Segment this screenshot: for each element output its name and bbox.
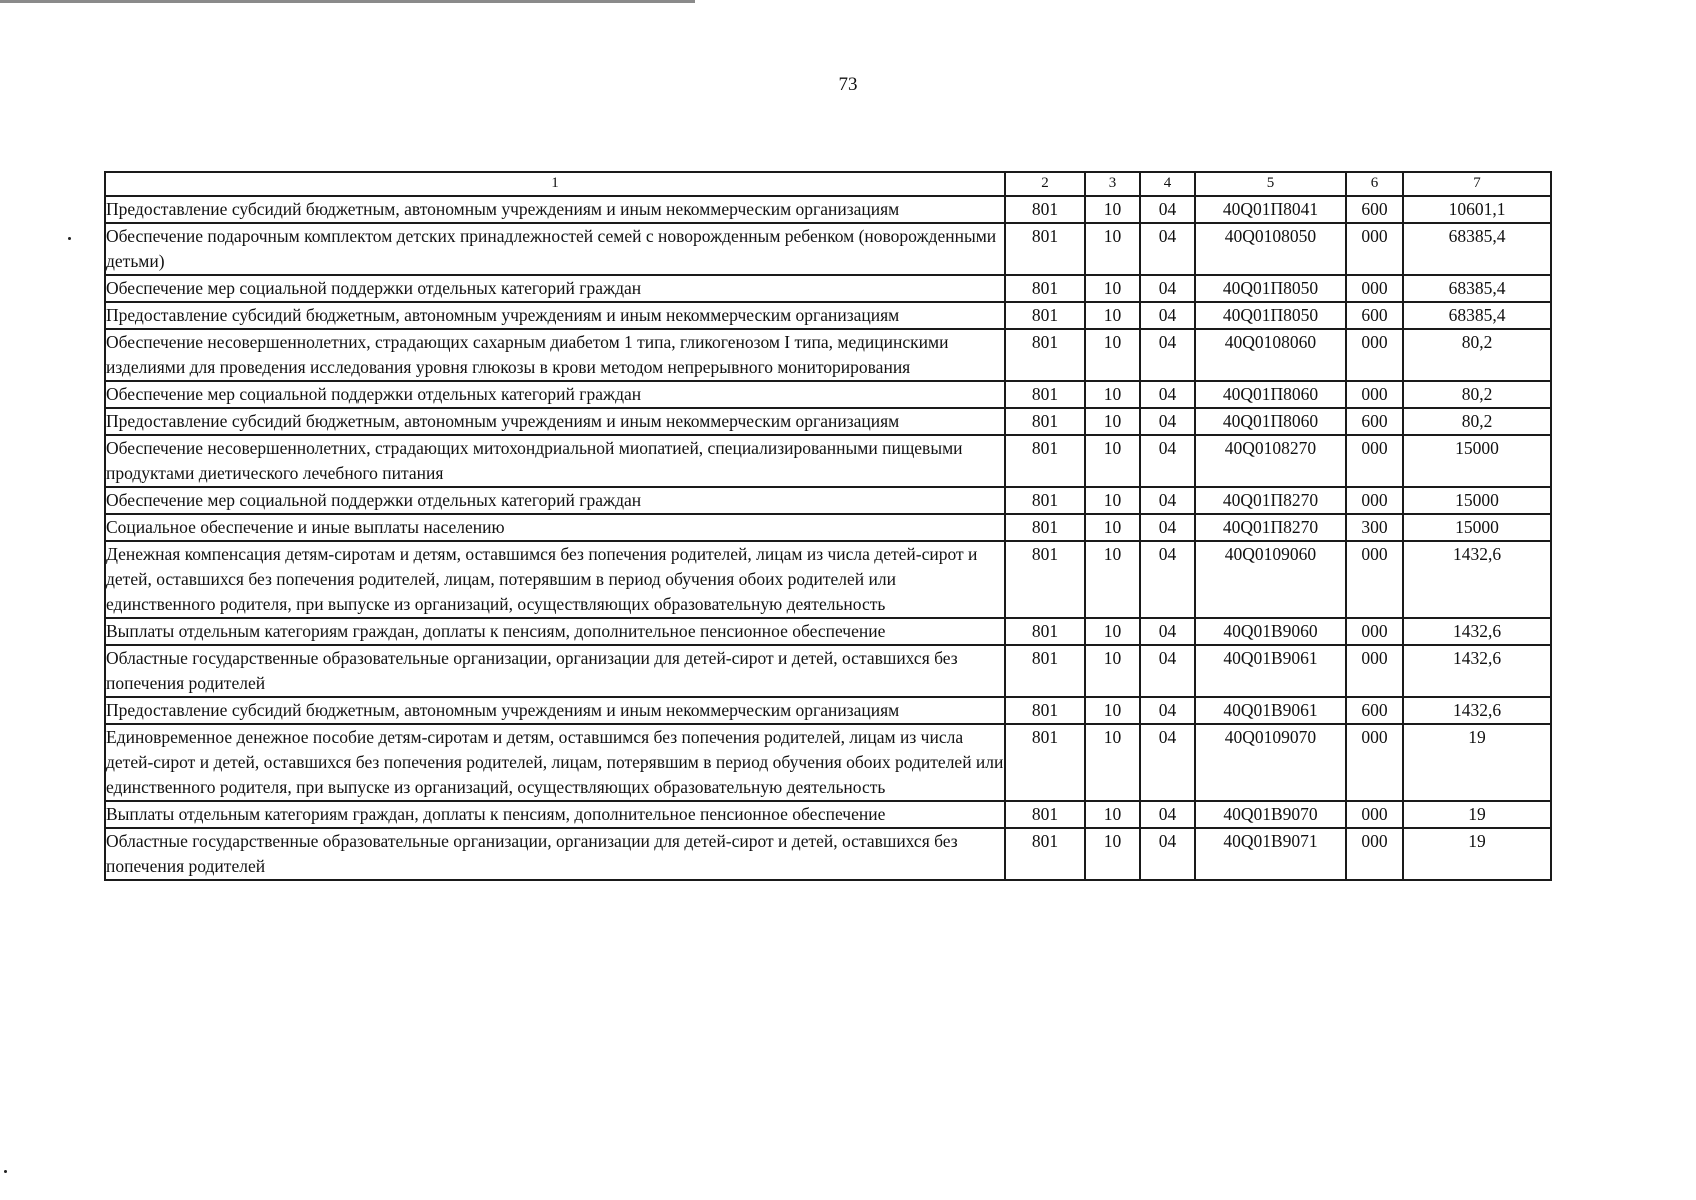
row-name-cell: Предоставление субсидий бюджетным, автономным учреждениям и иным некоммерческим организациям (105, 408, 1005, 435)
row-name-cell: Выплаты отдельным категориям граждан, доплаты к пенсиям, дополнительное пенсионное обеспечение (105, 618, 1005, 645)
row-name-cell: Областные государственные образовательные организации, организации для детей-сирот и детей, оставшихся без попечения родителей (105, 645, 1005, 697)
section-code-cell: 10 (1085, 302, 1140, 329)
subsection-code-cell: 04 (1140, 329, 1195, 381)
subsection-code-cell: 04 (1140, 223, 1195, 275)
subsection-code-cell: 04 (1140, 828, 1195, 880)
expense-type-cell: 000 (1346, 801, 1403, 828)
scan-top-rule (0, 0, 695, 3)
target-article-cell: 40Q01B9071 (1195, 828, 1346, 880)
amount-cell: 68385,4 (1403, 223, 1551, 275)
target-article-cell: 40Q0108270 (1195, 435, 1346, 487)
table-row (105, 801, 1551, 828)
expense-type-cell: 600 (1346, 302, 1403, 329)
subsection-code-cell: 04 (1140, 645, 1195, 697)
table-row (105, 223, 1551, 275)
grbs-code-cell: 801 (1005, 645, 1085, 697)
grbs-code-cell: 801 (1005, 697, 1085, 724)
subsection-code-cell: 04 (1140, 801, 1195, 828)
subsection-code-cell: 04 (1140, 724, 1195, 801)
target-article-cell: 40Q01П8041 (1195, 196, 1346, 223)
target-article-cell: 40Q01B9070 (1195, 801, 1346, 828)
target-article-cell: 40Q0108060 (1195, 329, 1346, 381)
grbs-code-cell: 801 (1005, 302, 1085, 329)
target-article-cell: 40Q01П8060 (1195, 381, 1346, 408)
grbs-code-cell: 801 (1005, 514, 1085, 541)
grbs-code-cell: 801 (1005, 828, 1085, 880)
section-code-cell: 10 (1085, 828, 1140, 880)
subsection-code-cell: 04 (1140, 408, 1195, 435)
expense-type-cell: 000 (1346, 541, 1403, 618)
grbs-code-cell: 801 (1005, 275, 1085, 302)
amount-cell: 1432,6 (1403, 697, 1551, 724)
table-row (105, 514, 1551, 541)
expense-type-cell: 000 (1346, 381, 1403, 408)
section-code-cell: 10 (1085, 541, 1140, 618)
section-code-cell: 10 (1085, 487, 1140, 514)
subsection-code-cell: 04 (1140, 302, 1195, 329)
amount-cell: 15000 (1403, 487, 1551, 514)
grbs-code-cell: 801 (1005, 329, 1085, 381)
table-row (105, 828, 1551, 880)
expense-type-cell: 000 (1346, 724, 1403, 801)
expense-type-cell: 000 (1346, 618, 1403, 645)
row-name-cell: Выплаты отдельным категориям граждан, доплаты к пенсиям, дополнительное пенсионное обеспечение (105, 801, 1005, 828)
table-row (105, 275, 1551, 302)
expense-type-cell: 000 (1346, 223, 1403, 275)
column-number-2: 2 (1005, 172, 1085, 196)
row-name-cell: Обеспечение мер социальной поддержки отдельных категорий граждан (105, 381, 1005, 408)
amount-cell: 68385,4 (1403, 302, 1551, 329)
expense-type-cell: 000 (1346, 329, 1403, 381)
subsection-code-cell: 04 (1140, 381, 1195, 408)
subsection-code-cell: 04 (1140, 697, 1195, 724)
target-article-cell: 40Q01B9060 (1195, 618, 1346, 645)
page-number: 73 (838, 74, 858, 95)
target-article-cell: 40Q0108050 (1195, 223, 1346, 275)
section-code-cell: 10 (1085, 196, 1140, 223)
row-name-cell: Обеспечение мер социальной поддержки отдельных категорий граждан (105, 487, 1005, 514)
table-row (105, 487, 1551, 514)
grbs-code-cell: 801 (1005, 381, 1085, 408)
amount-cell: 19 (1403, 801, 1551, 828)
section-code-cell: 10 (1085, 408, 1140, 435)
section-code-cell: 10 (1085, 275, 1140, 302)
row-name-cell: Предоставление субсидий бюджетным, автономным учреждениям и иным некоммерческим организациям (105, 196, 1005, 223)
subsection-code-cell: 04 (1140, 514, 1195, 541)
section-code-cell: 10 (1085, 514, 1140, 541)
section-code-cell: 10 (1085, 645, 1140, 697)
table-row (105, 381, 1551, 408)
table-row (105, 302, 1551, 329)
section-code-cell: 10 (1085, 329, 1140, 381)
expense-type-cell: 000 (1346, 645, 1403, 697)
amount-cell: 1432,6 (1403, 541, 1551, 618)
expense-type-cell: 600 (1346, 196, 1403, 223)
table-row (105, 435, 1551, 487)
target-article-cell: 40Q01П8060 (1195, 408, 1346, 435)
subsection-code-cell: 04 (1140, 487, 1195, 514)
target-article-cell: 40Q01П8050 (1195, 275, 1346, 302)
table-row (105, 329, 1551, 381)
amount-cell: 10601,1 (1403, 196, 1551, 223)
expense-type-cell: 000 (1346, 275, 1403, 302)
table-row (105, 724, 1551, 801)
row-name-cell: Обеспечение мер социальной поддержки отдельных категорий граждан (105, 275, 1005, 302)
section-code-cell: 10 (1085, 697, 1140, 724)
amount-cell: 80,2 (1403, 408, 1551, 435)
amount-cell: 1432,6 (1403, 618, 1551, 645)
target-article-cell: 40Q01B9061 (1195, 645, 1346, 697)
table-row (105, 697, 1551, 724)
column-number-1: 1 (105, 172, 1005, 196)
grbs-code-cell: 801 (1005, 408, 1085, 435)
grbs-code-cell: 801 (1005, 618, 1085, 645)
target-article-cell: 40Q01П8270 (1195, 487, 1346, 514)
target-article-cell: 40Q0109060 (1195, 541, 1346, 618)
subsection-code-cell: 04 (1140, 196, 1195, 223)
section-code-cell: 10 (1085, 223, 1140, 275)
row-name-cell: Обеспечение подарочным комплектом детских принадлежностей семей с новорожденным ребенком (новорожденными детьми) (105, 223, 1005, 275)
row-name-cell: Единовременное денежное пособие детям-сиротам и детям, оставшимся без попечения родителей, лицам из числа детей-сирот и детей, оставшихся без попечения родителей, лицам, потерявшим в период обучения обоих родителей или единственного родителя, при выпуске из организаций, осуществляющих образовательную деятельность (105, 724, 1005, 801)
subsection-code-cell: 04 (1140, 275, 1195, 302)
scan-speck (68, 237, 71, 240)
grbs-code-cell: 801 (1005, 223, 1085, 275)
amount-cell: 19 (1403, 828, 1551, 880)
amount-cell: 68385,4 (1403, 275, 1551, 302)
table-row (105, 541, 1551, 618)
column-number-7: 7 (1403, 172, 1551, 196)
target-article-cell: 40Q01П8050 (1195, 302, 1346, 329)
table-row (105, 408, 1551, 435)
column-number-5: 5 (1195, 172, 1346, 196)
section-code-cell: 10 (1085, 618, 1140, 645)
amount-cell: 1432,6 (1403, 645, 1551, 697)
subsection-code-cell: 04 (1140, 435, 1195, 487)
table-row (105, 196, 1551, 223)
section-code-cell: 10 (1085, 435, 1140, 487)
column-number-6: 6 (1346, 172, 1403, 196)
amount-cell: 80,2 (1403, 329, 1551, 381)
column-number-4: 4 (1140, 172, 1195, 196)
expense-type-cell: 000 (1346, 435, 1403, 487)
row-name-cell: Предоставление субсидий бюджетным, автономным учреждениям и иным некоммерческим организациям (105, 302, 1005, 329)
amount-cell: 80,2 (1403, 381, 1551, 408)
amount-cell: 15000 (1403, 435, 1551, 487)
table-header-row (105, 172, 1551, 196)
grbs-code-cell: 801 (1005, 435, 1085, 487)
expense-type-cell: 600 (1346, 408, 1403, 435)
grbs-code-cell: 801 (1005, 541, 1085, 618)
section-code-cell: 10 (1085, 724, 1140, 801)
expense-type-cell: 600 (1346, 697, 1403, 724)
amount-cell: 19 (1403, 724, 1551, 801)
column-number-3: 3 (1085, 172, 1140, 196)
subsection-code-cell: 04 (1140, 541, 1195, 618)
expense-type-cell: 300 (1346, 514, 1403, 541)
row-name-cell: Обеспечение несовершеннолетних, страдающих сахарным диабетом 1 типа, гликогенозом I типа, медицинскими изделиями для проведения исследования уровня глюкозы в крови методом непрерывного мониторирования (105, 329, 1005, 381)
section-code-cell: 10 (1085, 801, 1140, 828)
expense-type-cell: 000 (1346, 487, 1403, 514)
row-name-cell: Областные государственные образовательные организации, организации для детей-сирот и детей, оставшихся без попечения родителей (105, 828, 1005, 880)
subsection-code-cell: 04 (1140, 618, 1195, 645)
table-row (105, 618, 1551, 645)
scan-speck (4, 1170, 7, 1173)
grbs-code-cell: 801 (1005, 196, 1085, 223)
target-article-cell: 40Q01B9061 (1195, 697, 1346, 724)
grbs-code-cell: 801 (1005, 487, 1085, 514)
expense-type-cell: 000 (1346, 828, 1403, 880)
target-article-cell: 40Q01П8270 (1195, 514, 1346, 541)
target-article-cell: 40Q0109070 (1195, 724, 1346, 801)
row-name-cell: Обеспечение несовершеннолетних, страдающих митохондриальной миопатией, специализированными пищевыми продуктами диетического лечебного питания (105, 435, 1005, 487)
row-name-cell: Предоставление субсидий бюджетным, автономным учреждениям и иным некоммерческим организациям (105, 697, 1005, 724)
grbs-code-cell: 801 (1005, 724, 1085, 801)
amount-cell: 15000 (1403, 514, 1551, 541)
row-name-cell: Денежная компенсация детям-сиротам и детям, оставшимся без попечения родителей, лицам из числа детей-сирот и детей, оставшихся без попечения родителей, лицам, потерявшим в период обучения обоих родителей или единственного родителя, при выпуске из организаций, осуществляющих образовательную деятельность (105, 541, 1005, 618)
row-name-cell: Социальное обеспечение и иные выплаты населению (105, 514, 1005, 541)
budget-table (104, 171, 1552, 881)
table-row (105, 645, 1551, 697)
section-code-cell: 10 (1085, 381, 1140, 408)
grbs-code-cell: 801 (1005, 801, 1085, 828)
